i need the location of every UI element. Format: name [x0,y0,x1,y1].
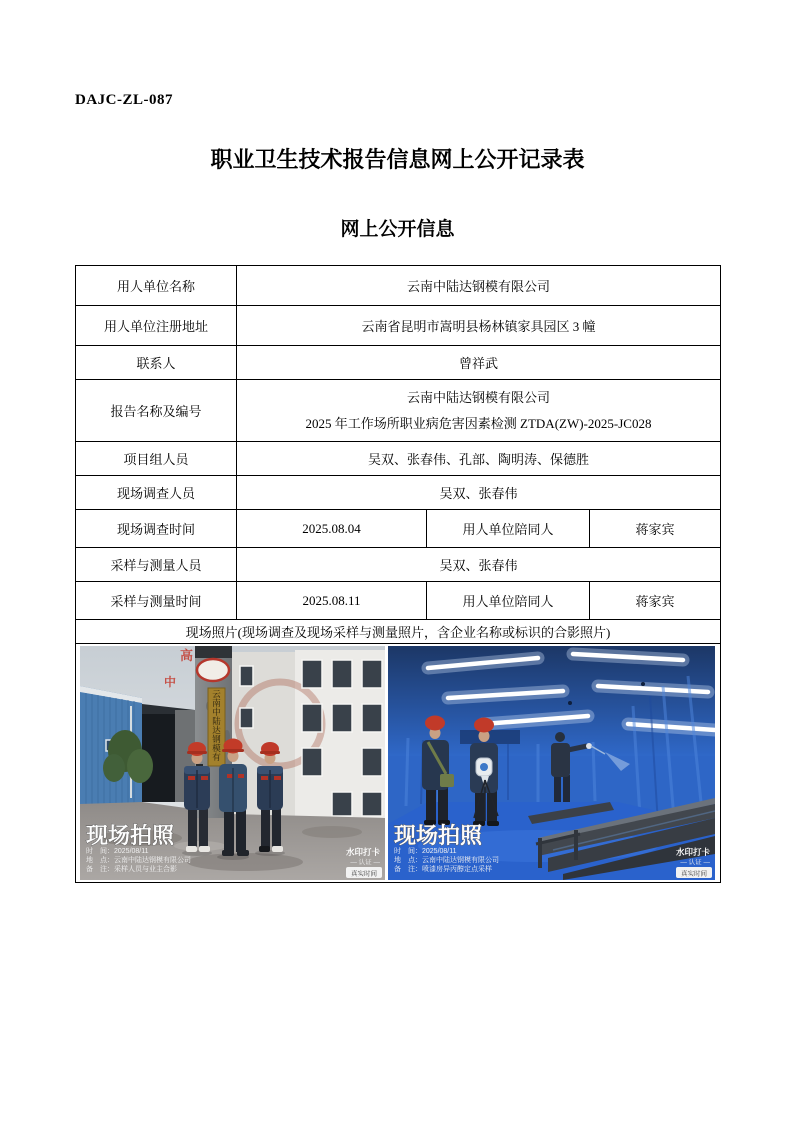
badge-button-label: 真实时间 [351,870,377,878]
table-row-photos-caption [76,620,721,644]
row-label: 用人单位注册地址 [76,306,237,346]
svg-text:达: 达 [212,725,221,735]
watermark-title: 现场拍照 [86,823,175,848]
companion-label: 用人单位陪同人 [427,510,590,548]
row-label: 报告名称及编号 [76,380,237,442]
table-row-employer-name [76,266,721,306]
table-row-photos [76,644,721,883]
row-value: 云南中陆达钢模有限公司 [237,266,721,306]
svg-text:云: 云 [212,689,221,699]
shoulder-bag [440,774,454,787]
white-building [232,650,385,820]
row-value: 云南省昆明市嵩明县杨林镇家具园区 3 幢 [237,306,721,346]
hard-hat [425,716,445,731]
badge-title: 水印打卡 [675,847,710,857]
svg-text:模: 模 [212,743,221,753]
row-label: 采样与测量人员 [76,548,237,582]
table-row-employer-address [76,306,721,346]
companion-label: 用人单位陪同人 [427,582,590,620]
table-row-sampling-staff [76,548,721,582]
verify-badge [346,847,382,878]
row-value [237,380,721,442]
hard-hat [474,718,494,733]
row-value: 吴双、张春伟 [237,476,721,510]
watermark-place: 地 点：云南中陆达钢模有限公司 [86,857,191,864]
svg-text:有: 有 [212,752,221,762]
row-value: 曾祥武 [237,346,721,380]
survey-date: 2025.08.04 [237,510,427,548]
table-row-sampling-time [76,582,721,620]
svg-text:中: 中 [212,707,221,717]
watermark-note: 备 注：喷漆房异丙醇定点采样 [394,866,492,873]
badge-sub: — 认证 — [350,859,380,866]
svg-text:中: 中 [164,675,177,689]
watermark-place: 地 点：云南中陆达钢模有限公司 [394,857,499,864]
row-label: 联系人 [76,346,237,380]
svg-text:南: 南 [212,698,221,708]
table-row-contact [76,346,721,380]
verify-badge [676,847,712,878]
row-label: 采样与测量时间 [76,582,237,620]
site-photo-right [388,646,715,880]
svg-text:陆: 陆 [212,716,221,726]
photos-cell [76,644,721,883]
row-value: 吴双、张春伟、孔部、陶明涛、保德胜 [237,442,721,476]
page-title: 职业卫生技术报告信息网上公开记录表 [210,147,585,172]
page-subtitle: 网上公开信息 [340,219,455,240]
watermark-note: 备 注：采样人员与业主合影 [86,866,177,873]
table-row-survey-time [76,510,721,548]
sampling-date: 2025.08.11 [237,582,427,620]
row-label: 现场调查时间 [76,510,237,548]
watermark-title: 现场拍照 [394,823,483,848]
photos-caption: 现场照片(现场调查及现场采样与测量照片，含企业名称或标识的合影照片) [76,620,721,644]
company-sign-text [212,689,221,762]
doc-code: DAJC-ZL-087 [75,92,173,108]
companion-name: 蒋家宾 [590,510,721,548]
info-table [75,265,721,883]
table-row-report-name [76,380,721,442]
watermark-time: 时 间：2025/08/11 [86,848,149,855]
row-label: 用人单位名称 [76,266,237,306]
badge-sub: — 认证 — [680,859,710,866]
row-label: 现场调查人员 [76,476,237,510]
badge-button-label: 真实时间 [681,870,707,878]
badge-title: 水印打卡 [345,847,380,857]
row-value: 吴双、张春伟 [237,548,721,582]
table-row-survey-staff [76,476,721,510]
site-photo-left [80,646,385,880]
svg-text:钢: 钢 [212,734,221,744]
report-line-2: 2025 年工作场所职业病危害因素检测 ZTDA(ZW)-2025-JC028 [305,415,652,431]
report-line-1: 云南中陆达钢模有限公司 [406,389,550,405]
row-label: 项目组人员 [76,442,237,476]
companion-name: 蒋家宾 [590,582,721,620]
svg-text:高: 高 [180,648,194,663]
pillar-emblem [197,659,229,681]
watermark-time: 时 间：2025/08/11 [394,848,457,855]
table-row-project-team [76,442,721,476]
